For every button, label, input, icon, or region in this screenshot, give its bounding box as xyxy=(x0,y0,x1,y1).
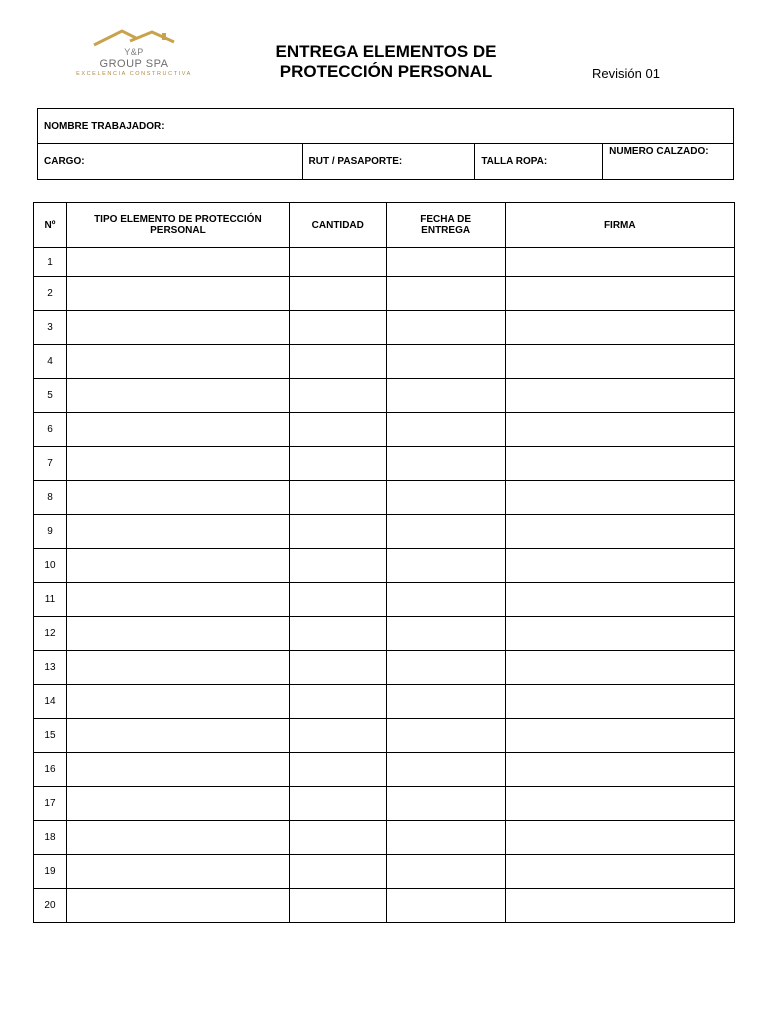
row-number: 4 xyxy=(34,345,67,379)
fecha-cell[interactable] xyxy=(386,583,505,617)
row-number: 9 xyxy=(34,515,67,549)
talla-label: TALLA ROPA: xyxy=(481,156,548,167)
table-row xyxy=(34,889,735,923)
firma-cell[interactable] xyxy=(505,413,734,447)
cantidad-cell[interactable] xyxy=(289,787,386,821)
firma-cell[interactable] xyxy=(505,651,734,685)
tipo-cell[interactable] xyxy=(66,821,289,855)
logo-brand-line1: Y&P xyxy=(124,47,144,57)
cantidad-cell[interactable] xyxy=(289,753,386,787)
row-number: 1 xyxy=(34,248,67,277)
table-row xyxy=(34,481,735,515)
fecha-cell[interactable] xyxy=(386,515,505,549)
col-header-fecha: FECHA DE ENTREGA xyxy=(386,203,505,248)
row-number: 7 xyxy=(34,447,67,481)
row-number: 20 xyxy=(34,889,67,923)
cantidad-cell[interactable] xyxy=(289,651,386,685)
cantidad-cell[interactable] xyxy=(289,889,386,923)
firma-cell[interactable] xyxy=(505,379,734,413)
firma-cell[interactable] xyxy=(505,753,734,787)
table-row xyxy=(34,685,735,719)
table-row xyxy=(34,821,735,855)
logo-brand-line2: GROUP SPA xyxy=(99,58,169,70)
col-header-cantidad: CANTIDAD xyxy=(289,203,386,248)
cantidad-cell[interactable] xyxy=(289,855,386,889)
tipo-cell[interactable] xyxy=(66,889,289,923)
col-header-firma: FIRMA xyxy=(505,203,734,248)
firma-cell[interactable] xyxy=(505,549,734,583)
table-row xyxy=(34,515,735,549)
table-row xyxy=(34,583,735,617)
row-number: 17 xyxy=(34,787,67,821)
fecha-cell[interactable] xyxy=(386,311,505,345)
table-row xyxy=(34,719,735,753)
fecha-cell[interactable] xyxy=(386,855,505,889)
fecha-cell[interactable] xyxy=(386,248,505,277)
table-row xyxy=(34,248,735,277)
title-line-1: ENTREGA ELEMENTOS DE xyxy=(275,42,497,61)
fecha-cell[interactable] xyxy=(386,753,505,787)
table-row xyxy=(34,787,735,821)
tipo-cell[interactable] xyxy=(66,311,289,345)
tipo-cell[interactable] xyxy=(66,345,289,379)
calzado-label: NUMERO CALZADO: xyxy=(609,146,709,157)
cargo-field[interactable] xyxy=(38,144,303,180)
cantidad-cell[interactable] xyxy=(289,549,386,583)
table-row xyxy=(34,413,735,447)
rut-label: RUT / PASAPORTE: xyxy=(308,156,403,167)
tipo-cell[interactable] xyxy=(66,447,289,481)
cantidad-cell[interactable] xyxy=(289,277,386,311)
fecha-cell[interactable] xyxy=(386,685,505,719)
cantidad-cell[interactable] xyxy=(289,481,386,515)
table-row xyxy=(34,447,735,481)
firma-cell[interactable] xyxy=(505,311,734,345)
cantidad-cell[interactable] xyxy=(289,685,386,719)
firma-cell[interactable] xyxy=(505,685,734,719)
row-number: 2 xyxy=(34,277,67,311)
firma-cell[interactable] xyxy=(505,515,734,549)
row-number: 13 xyxy=(34,651,67,685)
cantidad-cell[interactable] xyxy=(289,447,386,481)
cantidad-cell[interactable] xyxy=(289,515,386,549)
row-number: 11 xyxy=(34,583,67,617)
fecha-cell[interactable] xyxy=(386,379,505,413)
tipo-cell[interactable] xyxy=(66,685,289,719)
row-number: 12 xyxy=(34,617,67,651)
table-row xyxy=(34,753,735,787)
row-number: 6 xyxy=(34,413,67,447)
cantidad-cell[interactable] xyxy=(289,719,386,753)
revision-label: Revisión 01 xyxy=(592,66,660,81)
cantidad-cell[interactable] xyxy=(289,345,386,379)
company-logo xyxy=(66,28,202,82)
worker-name-field[interactable] xyxy=(38,109,734,144)
row-number: 8 xyxy=(34,481,67,515)
calzado-field[interactable] xyxy=(603,144,734,180)
fecha-cell[interactable] xyxy=(386,413,505,447)
fecha-cell[interactable] xyxy=(386,447,505,481)
fecha-cell[interactable] xyxy=(386,481,505,515)
tipo-cell[interactable] xyxy=(66,617,289,651)
firma-cell[interactable] xyxy=(505,617,734,651)
title-line-2: PROTECCIÓN PERSONAL xyxy=(279,62,493,81)
table-row xyxy=(34,855,735,889)
firma-cell[interactable] xyxy=(505,821,734,855)
logo-tagline: EXCELENCIA CONSTRUCTIVA xyxy=(76,71,192,77)
tipo-cell[interactable] xyxy=(66,855,289,889)
table-row xyxy=(34,311,735,345)
firma-cell[interactable] xyxy=(505,248,734,277)
tipo-cell[interactable] xyxy=(66,787,289,821)
tipo-cell[interactable] xyxy=(66,277,289,311)
firma-cell[interactable] xyxy=(505,889,734,923)
fecha-cell[interactable] xyxy=(386,651,505,685)
row-number: 18 xyxy=(34,821,67,855)
tipo-cell[interactable] xyxy=(66,651,289,685)
row-number: 5 xyxy=(34,379,67,413)
fecha-cell[interactable] xyxy=(386,821,505,855)
tipo-cell[interactable] xyxy=(66,719,289,753)
table-header-row xyxy=(34,203,735,248)
fecha-cell[interactable] xyxy=(386,345,505,379)
cantidad-cell[interactable] xyxy=(289,248,386,277)
tipo-cell[interactable] xyxy=(66,753,289,787)
worker-info-table xyxy=(37,108,734,180)
tipo-cell[interactable] xyxy=(66,515,289,549)
tipo-cell[interactable] xyxy=(66,379,289,413)
firma-cell[interactable] xyxy=(505,583,734,617)
cantidad-cell[interactable] xyxy=(289,413,386,447)
col-header-num: Nº xyxy=(34,203,67,248)
fecha-cell[interactable] xyxy=(386,889,505,923)
row-number: 10 xyxy=(34,549,67,583)
row-number: 3 xyxy=(34,311,67,345)
table-row xyxy=(34,617,735,651)
firma-cell[interactable] xyxy=(505,447,734,481)
row-number: 15 xyxy=(34,719,67,753)
document-title xyxy=(246,42,526,82)
fecha-cell[interactable] xyxy=(386,787,505,821)
firma-cell[interactable] xyxy=(505,277,734,311)
cantidad-cell[interactable] xyxy=(289,583,386,617)
table-row xyxy=(34,277,735,311)
firma-cell[interactable] xyxy=(505,855,734,889)
cantidad-cell[interactable] xyxy=(289,617,386,651)
firma-cell[interactable] xyxy=(505,345,734,379)
talla-field[interactable] xyxy=(475,144,603,180)
roof-icon xyxy=(92,28,176,48)
tipo-cell[interactable] xyxy=(66,481,289,515)
row-number: 16 xyxy=(34,753,67,787)
tipo-cell[interactable] xyxy=(66,248,289,277)
table-row xyxy=(34,549,735,583)
row-number: 14 xyxy=(34,685,67,719)
rut-field[interactable] xyxy=(302,144,475,180)
firma-cell[interactable] xyxy=(505,481,734,515)
cantidad-cell[interactable] xyxy=(289,311,386,345)
tipo-cell[interactable] xyxy=(66,549,289,583)
tipo-cell[interactable] xyxy=(66,413,289,447)
fecha-cell[interactable] xyxy=(386,549,505,583)
fecha-cell[interactable] xyxy=(386,277,505,311)
tipo-cell[interactable] xyxy=(66,583,289,617)
cantidad-cell[interactable] xyxy=(289,821,386,855)
cargo-label: CARGO: xyxy=(44,156,85,167)
col-header-tipo: TIPO ELEMENTO DE PROTECCIÓN PERSONAL xyxy=(66,203,289,248)
table-row xyxy=(34,345,735,379)
cantidad-cell[interactable] xyxy=(289,379,386,413)
ppe-delivery-table xyxy=(33,202,735,923)
row-number: 19 xyxy=(34,855,67,889)
fecha-cell[interactable] xyxy=(386,719,505,753)
firma-cell[interactable] xyxy=(505,719,734,753)
worker-name-label: NOMBRE TRABAJADOR: xyxy=(44,120,165,132)
fecha-cell[interactable] xyxy=(386,617,505,651)
table-row xyxy=(34,379,735,413)
table-row xyxy=(34,651,735,685)
firma-cell[interactable] xyxy=(505,787,734,821)
